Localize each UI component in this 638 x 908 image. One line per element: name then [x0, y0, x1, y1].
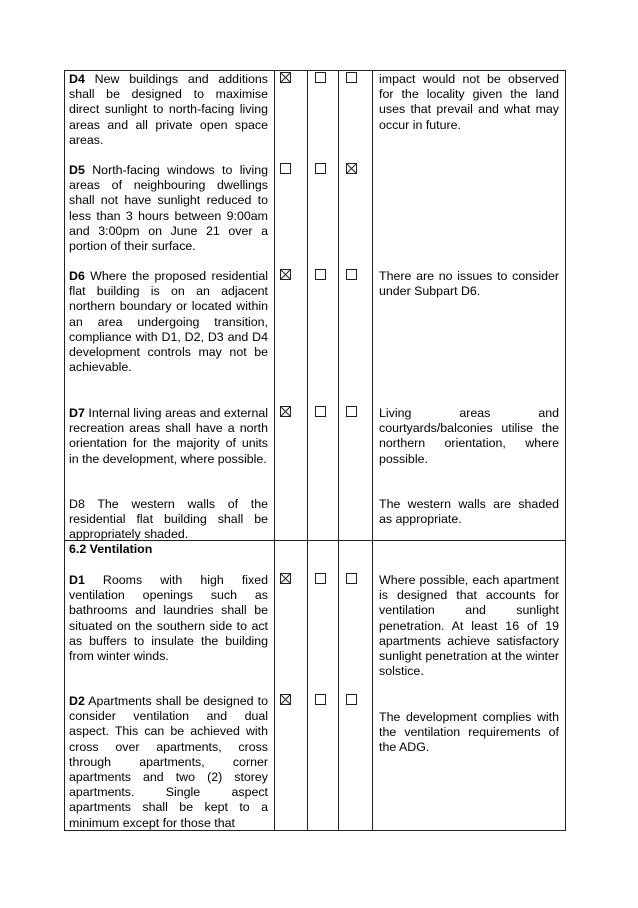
requirement-text: D2 Apartments shall be designed to consider ventilation and dual aspect. This can be achieved with cross over apartments, cross through apartments, corner apartments and two (2) storey apartments. Single aspect apartments shall be kept to a minimum except for those that — [69, 694, 268, 830]
checkbox-yes[interactable] — [280, 269, 291, 280]
comment-text: The development complies with the ventilation requirements of the ADG. — [379, 710, 559, 755]
checkbox-na[interactable] — [346, 72, 357, 83]
checkbox-no[interactable] — [315, 163, 326, 174]
col-border — [274, 70, 275, 831]
checkbox-na[interactable] — [346, 694, 357, 705]
requirement-text: D1 Rooms with high fixed ventilation openings such as bathrooms and laundries shall be situated on the southern side to act as buffers to insulate the building from winter winds. — [69, 573, 268, 664]
checkbox-no[interactable] — [315, 72, 326, 83]
checkbox-na[interactable] — [346, 269, 357, 280]
comment-text: There are no issues to consider under Subpart D6. — [379, 269, 559, 299]
checkbox-no[interactable] — [315, 269, 326, 280]
checkbox-yes[interactable] — [280, 573, 291, 584]
checkbox-yes[interactable] — [280, 406, 291, 417]
table-top-border — [64, 70, 566, 71]
checkbox-na[interactable] — [346, 163, 357, 174]
checkbox-no[interactable] — [315, 573, 326, 584]
requirement-text: D8 The western walls of the residential flat building shall be appropriately shaded. — [69, 497, 268, 542]
comment-text: impact would not be observed for the locality given the land uses that prevail and what may occur in future. — [379, 72, 559, 132]
checkbox-no[interactable] — [315, 406, 326, 417]
requirement-text: D7 Internal living areas and external recreation areas shall have a north orientation for the majority of units in the development, where possible. — [69, 406, 268, 466]
col-border — [372, 70, 373, 831]
checkbox-yes[interactable] — [280, 72, 291, 83]
checkbox-yes[interactable] — [280, 163, 291, 174]
col-border — [307, 70, 308, 831]
col-border — [64, 70, 65, 831]
comment-text: The western walls are shaded as appropriate. — [379, 497, 559, 527]
col-border — [338, 70, 339, 831]
col-border — [565, 70, 566, 831]
checkbox-na[interactable] — [346, 406, 357, 417]
checkbox-no[interactable] — [315, 694, 326, 705]
comment-text: Living areas and courtyards/balconies utilise the northern orientation, where possible. — [379, 406, 559, 466]
checkbox-na[interactable] — [346, 573, 357, 584]
requirement-text: D4 New buildings and additions shall be designed to maximise direct sunlight to north-facing living areas and all private open space areas. — [69, 72, 268, 147]
requirement-text: D6 Where the proposed residential flat building is on an adjacent northern boundary or located within an area undergoing transition, compliance with D1, D2, D3 and D4 development controls may not be achievable. — [69, 269, 268, 375]
compliance-table — [64, 70, 566, 831]
section-heading: 6.2 Ventilation — [69, 542, 153, 556]
checkbox-yes[interactable] — [280, 694, 291, 705]
requirement-text: D5 North-facing windows to living areas of neighbouring dwellings shall not have sunlight reduced to less than 3 hours between 9:00am and 3:00pm on June 21 over a portion of their surface. — [69, 163, 268, 254]
comment-text: Where possible, each apartment is designed that accounts for ventilation and sunlight penetration. At least 16 of 19 apartments achieve satisfactory sunlight penetration at the winter solstice. — [379, 573, 559, 679]
